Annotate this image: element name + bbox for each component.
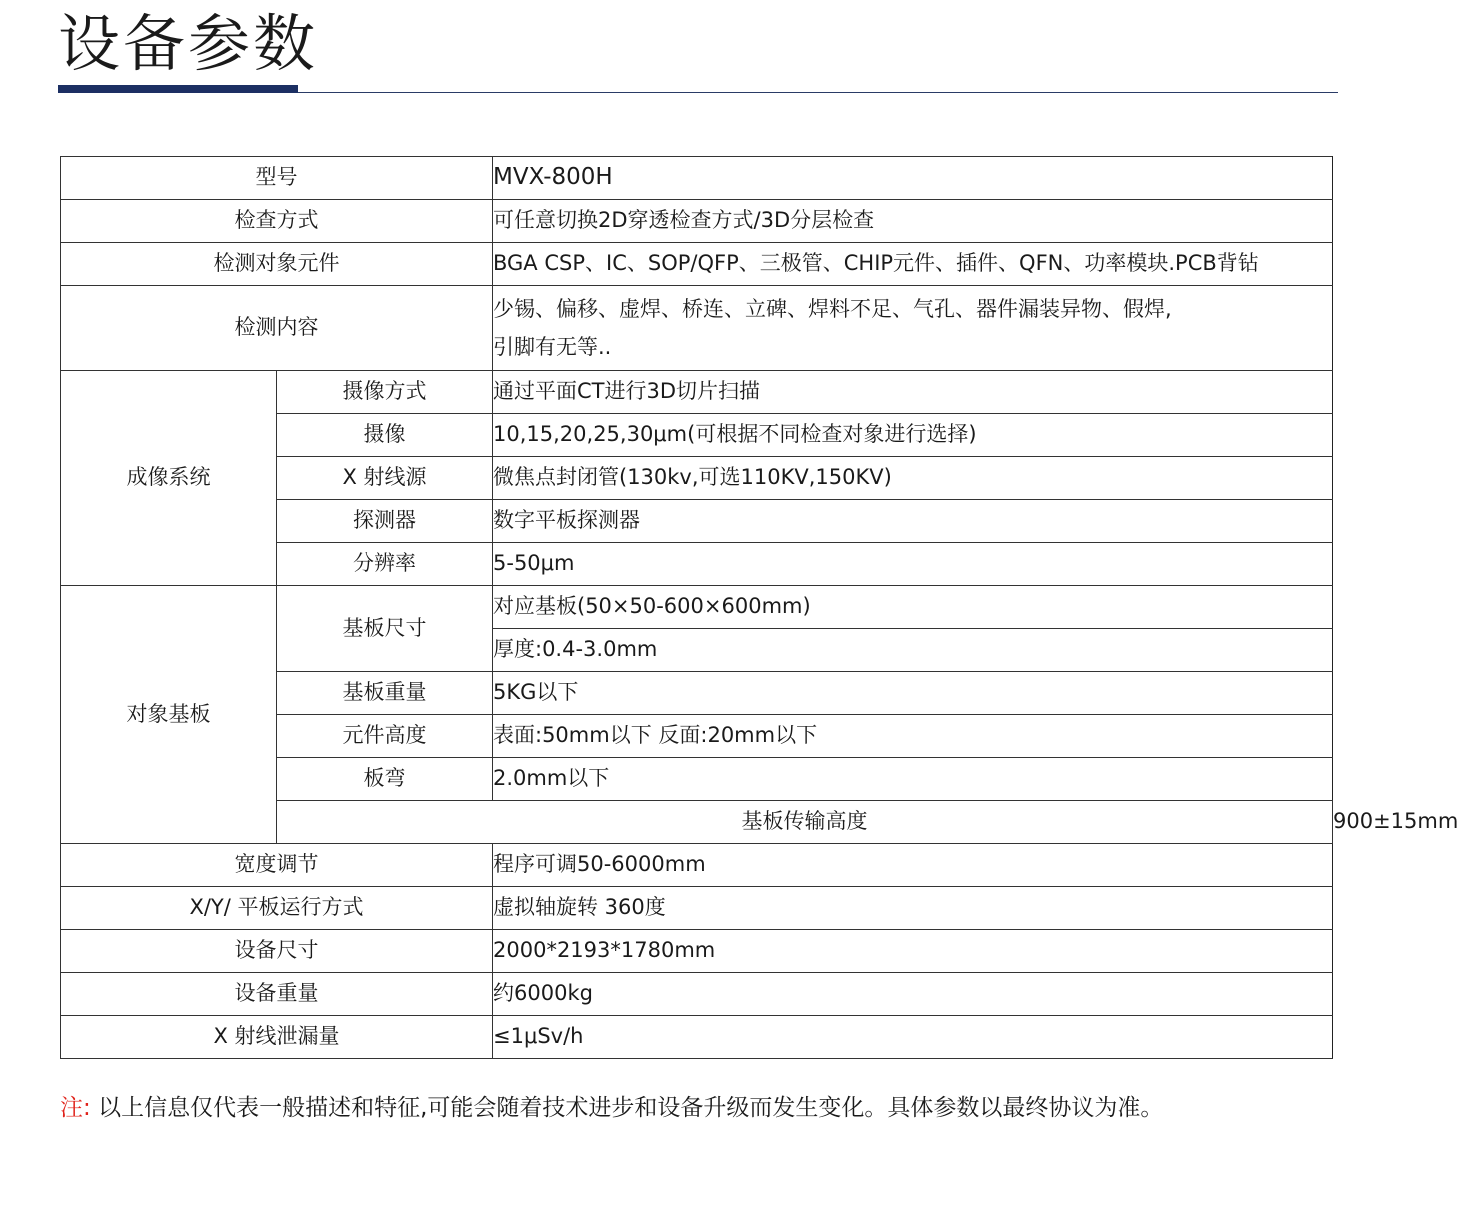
spec-value: 数字平板探测器 [493,500,1333,543]
spec-value: 微焦点封闭管(130kv,可选110KV,150KV) [493,457,1333,500]
table-row [61,286,1333,371]
spec-label: 摄像 [277,414,493,457]
table-row [61,887,1333,930]
spec-label: X 射线源 [277,457,493,500]
spec-label: 检测内容 [61,286,493,371]
table-row [61,844,1333,887]
table-row [61,1016,1333,1059]
table-row: 基板传输高度 900±15mm [61,801,1333,844]
spec-value: 5-50μm [493,543,1333,586]
spec-value: 5KG以下 [493,672,1333,715]
table-row [61,586,1333,629]
spec-label: 分辨率 [277,543,493,586]
spec-value: 厚度:0.4-3.0mm [493,629,1333,672]
spec-label: 元件高度 [277,715,493,758]
spec-value: 对应基板(50×50-600×600mm) [493,586,1333,629]
spec-label: 型号 [61,157,493,200]
spec-label: 基板尺寸 [277,586,493,672]
spec-label: 摄像方式 [277,371,493,414]
spec-value: 虚拟轴旋转 360度 [493,887,1333,930]
spec-value: 约6000kg [493,973,1333,1016]
spec-label: X 射线泄漏量 [61,1016,493,1059]
spec-value: BGA CSP、IC、SOP/QFP、三极管、CHIP元件、插件、QFN、功率模块.PCB背钻 [493,243,1333,286]
spec-value: 2000*2193*1780mm [493,930,1333,973]
spec-label: 板弯 [277,758,493,801]
spec-table [60,156,1458,1059]
spec-value: 10,15,20,25,30μm(可根据不同检查对象进行选择) [493,414,1333,457]
note-text: 以上信息仅代表一般描述和特征,可能会随着技术进步和设备升级而发生变化。具体参数以最终协议为准。 [98,1095,1164,1121]
title-accent-bar [58,85,298,93]
spec-label: X/Y/ 平板运行方式 [61,887,493,930]
table-row [61,973,1333,1016]
spec-label: 设备尺寸 [61,930,493,973]
spec-value: 程序可调50-6000mm [493,844,1333,887]
disclaimer-note [60,1090,1163,1126]
table-row [61,200,1333,243]
table-row [61,371,1333,414]
spec-value: ≤1μSv/h [493,1016,1333,1059]
spec-value: 表面:50mm以下 反面:20mm以下 [493,715,1333,758]
table-row [61,157,1333,200]
spec-value-line: 少锡、偏移、虚焊、桥连、立碑、焊料不足、气孔、器件漏装异物、假焊, [493,297,1172,321]
table-row [61,930,1333,973]
spec-label: 检查方式 [61,200,493,243]
spec-label: 宽度调节 [61,844,493,887]
spec-value: MVX-800H [493,157,1333,200]
spec-label: 探测器 [277,500,493,543]
note-prefix: 注: [60,1095,91,1121]
spec-label: 检测对象元件 [61,243,493,286]
spec-value-line: 引脚有无等.. [493,335,612,359]
spec-label: 基板重量 [277,672,493,715]
spec-label: 基板传输高度 [277,801,1333,844]
page-title: 设备参数 [58,7,319,80]
spec-value: 可任意切换2D穿透检查方式/3D分层检查 [493,200,1333,243]
group-label-substrate: 对象基板 [61,586,277,844]
spec-value: 2.0mm以下 [493,758,1333,801]
table-row [61,243,1333,286]
spec-value [493,286,1333,371]
spec-label: 设备重量 [61,973,493,1016]
spec-value: 通过平面CT进行3D切片扫描 [493,371,1333,414]
group-label-imaging: 成像系统 [61,371,277,586]
